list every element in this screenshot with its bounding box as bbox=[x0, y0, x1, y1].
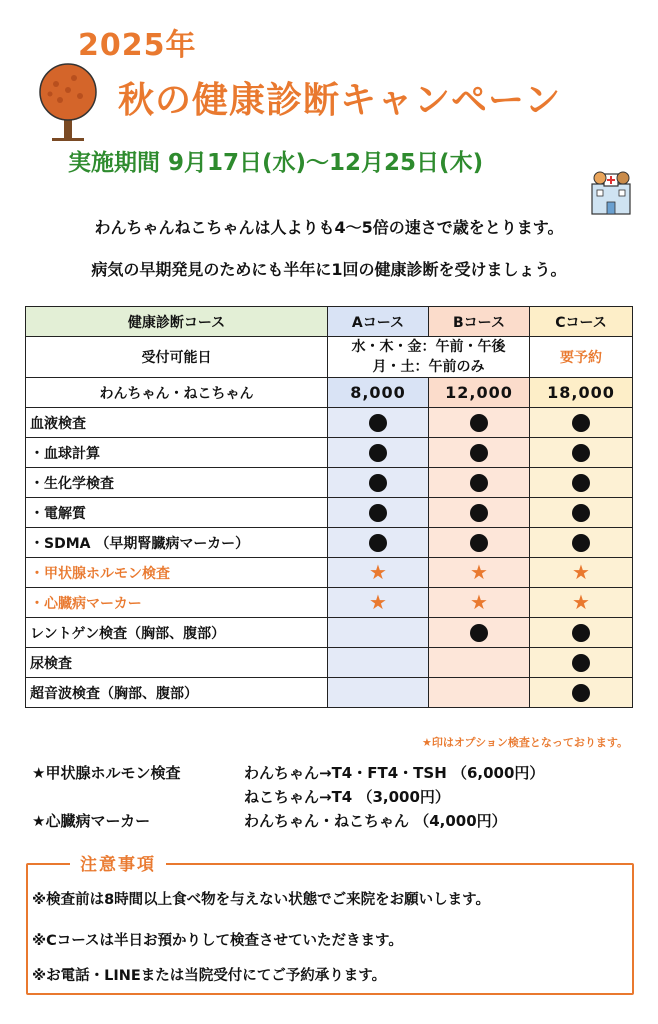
course-table bbox=[25, 306, 633, 708]
reception-ab-line1: 水・木・金：午前・午後 bbox=[351, 339, 506, 355]
notice-line-3: ※お電話・LINEまたは当院受付にてご予約承ります。 bbox=[32, 968, 387, 984]
exam-label: ・生化学検査 bbox=[26, 468, 328, 498]
table-row bbox=[26, 528, 633, 558]
included-dot-icon bbox=[470, 414, 488, 432]
price-a: 8,000 bbox=[328, 378, 429, 408]
exam-cell-b bbox=[429, 558, 530, 588]
exam-cell-a bbox=[328, 648, 429, 678]
exam-label: ・甲状腺ホルモン検査 bbox=[26, 558, 328, 588]
included-dot-icon bbox=[369, 414, 387, 432]
header-course-b: Bコース bbox=[429, 307, 530, 337]
table-row bbox=[26, 588, 633, 618]
included-dot-icon bbox=[369, 444, 387, 462]
table-row bbox=[26, 618, 633, 648]
included-dot-icon bbox=[572, 474, 590, 492]
campaign-period: 実施期間 9月17日(水)〜12月25日(木) bbox=[68, 150, 484, 176]
exam-cell-a bbox=[328, 498, 429, 528]
included-dot-icon bbox=[572, 654, 590, 672]
option-thyroid-cat: ねこちゃん→T4 （3,000円） bbox=[244, 788, 450, 806]
exam-cell-b bbox=[429, 648, 530, 678]
price-label: わんちゃん・ねこちゃん bbox=[26, 378, 328, 408]
price-c: 18,000 bbox=[530, 378, 633, 408]
included-dot-icon bbox=[572, 444, 590, 462]
exam-label: レントゲン検査（胸部、腹部） bbox=[26, 618, 328, 648]
included-dot-icon bbox=[369, 504, 387, 522]
intro-text-2: 病気の早期発見のためにも半年に1回の健康診断を受けましょう。 bbox=[91, 260, 567, 279]
included-dot-icon bbox=[572, 534, 590, 552]
exam-cell-b bbox=[429, 438, 530, 468]
exam-cell-c bbox=[530, 498, 633, 528]
exam-cell-c bbox=[530, 678, 633, 708]
exam-cell-b bbox=[429, 528, 530, 558]
included-dot-icon bbox=[572, 504, 590, 522]
option-thyroid-label: ★甲状腺ホルモン検査 bbox=[32, 764, 181, 782]
price-row bbox=[26, 378, 633, 408]
table-row bbox=[26, 648, 633, 678]
included-dot-icon bbox=[572, 624, 590, 642]
exam-cell-a bbox=[328, 438, 429, 468]
included-dot-icon bbox=[470, 624, 488, 642]
exam-cell-a bbox=[328, 618, 429, 648]
included-dot-icon bbox=[470, 504, 488, 522]
exam-cell-c bbox=[530, 558, 633, 588]
exam-label: ・心臓病マーカー bbox=[26, 588, 328, 618]
option-heart-label: ★心臓病マーカー bbox=[32, 812, 151, 830]
exam-cell-b bbox=[429, 498, 530, 528]
exam-cell-a bbox=[328, 468, 429, 498]
option-star-icon: ★ bbox=[572, 560, 590, 584]
table-row bbox=[26, 438, 633, 468]
exam-cell-c bbox=[530, 468, 633, 498]
exam-cell-a bbox=[328, 408, 429, 438]
reception-row bbox=[26, 337, 633, 378]
exam-cell-c bbox=[530, 648, 633, 678]
included-dot-icon bbox=[470, 444, 488, 462]
exam-label: ・血球計算 bbox=[26, 438, 328, 468]
option-star-icon: ★ bbox=[572, 590, 590, 614]
page-title: 秋の健康診断キャンペーン bbox=[118, 80, 562, 121]
table-row bbox=[26, 678, 633, 708]
campaign-year: 2025年 bbox=[78, 28, 197, 63]
included-dot-icon bbox=[369, 534, 387, 552]
option-star-icon: ★ bbox=[470, 590, 488, 614]
exam-label: 尿検査 bbox=[26, 648, 328, 678]
exam-label: ・電解質 bbox=[26, 498, 328, 528]
exam-cell-a bbox=[328, 678, 429, 708]
exam-cell-c bbox=[530, 528, 633, 558]
included-dot-icon bbox=[470, 474, 488, 492]
exam-cell-b bbox=[429, 468, 530, 498]
exam-cell-a bbox=[328, 558, 429, 588]
autumn-tree-icon bbox=[36, 62, 100, 142]
option-star-icon: ★ bbox=[369, 590, 387, 614]
exam-cell-c bbox=[530, 618, 633, 648]
exam-cell-b bbox=[429, 618, 530, 648]
exam-cell-c bbox=[530, 588, 633, 618]
price-b: 12,000 bbox=[429, 378, 530, 408]
included-dot-icon bbox=[470, 534, 488, 552]
header-course-a: Aコース bbox=[328, 307, 429, 337]
exam-cell-a bbox=[328, 588, 429, 618]
intro-text-1: わんちゃんねこちゃんは人よりも4〜5倍の速さで歳をとります。 bbox=[94, 218, 564, 237]
exam-label: 血液検査 bbox=[26, 408, 328, 438]
reception-ab-line2: 月・土：午前のみ bbox=[372, 359, 485, 375]
reception-label: 受付可能日 bbox=[26, 337, 328, 378]
notice-title: 注意事項 bbox=[70, 850, 166, 875]
option-star-icon: ★ bbox=[470, 560, 488, 584]
exam-cell-b bbox=[429, 588, 530, 618]
exam-cell-c bbox=[530, 408, 633, 438]
exam-label: ・SDMA （早期腎臓病マーカー） bbox=[26, 528, 328, 558]
option-note: ★印はオプション検査となっております。 bbox=[422, 736, 628, 749]
option-star-icon: ★ bbox=[369, 560, 387, 584]
included-dot-icon bbox=[572, 684, 590, 702]
exam-cell-b bbox=[429, 678, 530, 708]
notice-line-1: ※検査前は8時間以上食べ物を与えない状態でご来院をお願いします。 bbox=[32, 892, 491, 908]
reception-ab bbox=[328, 337, 530, 378]
hospital-icon bbox=[588, 166, 634, 216]
included-dot-icon bbox=[572, 414, 590, 432]
table-row bbox=[26, 498, 633, 528]
header-course-label: 健康診断コース bbox=[26, 307, 328, 337]
header-course-c: Cコース bbox=[530, 307, 633, 337]
included-dot-icon bbox=[369, 474, 387, 492]
table-header-row bbox=[26, 307, 633, 337]
table-row bbox=[26, 558, 633, 588]
exam-cell-c bbox=[530, 438, 633, 468]
reception-c: 要予約 bbox=[530, 337, 633, 378]
exam-label: 超音波検査（胸部、腹部） bbox=[26, 678, 328, 708]
table-row bbox=[26, 408, 633, 438]
notice-line-2: ※Cコースは半日お預かりして検査させていただきます。 bbox=[32, 933, 403, 949]
exam-rows bbox=[26, 408, 633, 708]
option-heart-value: わんちゃん・ねこちゃん （4,000円） bbox=[244, 812, 507, 830]
table-row bbox=[26, 468, 633, 498]
option-thyroid-dog: わんちゃん→T4・FT4・TSH （6,000円） bbox=[244, 764, 545, 782]
exam-cell-b bbox=[429, 408, 530, 438]
exam-cell-a bbox=[328, 528, 429, 558]
